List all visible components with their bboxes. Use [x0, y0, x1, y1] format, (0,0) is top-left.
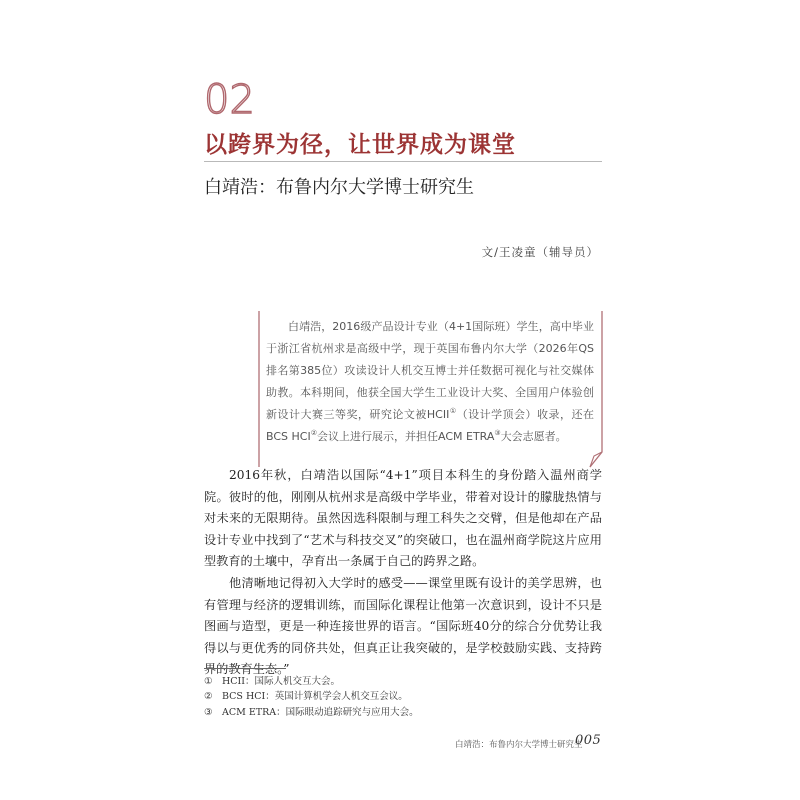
- intro-text-part3: 会议上进行展示，并担任ACM ETRA: [317, 430, 495, 443]
- title-divider: [204, 161, 602, 162]
- footnote-text: BCS HCI：英国计算机学会人机交互会议。: [222, 691, 408, 703]
- intro-text-part2: （设计学顶会）收录，还在BCS HCI: [266, 408, 594, 443]
- body-paragraph: 2016年秋，白靖浩以国际“4+1”项目本科生的身份踏入温州商学院。彼时的他，刚刚从杭州求是高级中学毕业，带着对设计的朦胧热情与对未来的无限期待。虽然因选科限制与理工科失之交臂，但是他却在产品设计专业中找到了“艺术与科技交叉”的突破口，也在温州商学院这片应用型教育的土壤中，孕育出一条属于自己的跨界之路。: [204, 468, 602, 569]
- footnote-text: ACM ETRA：国际眼动追踪研究与应用大会。: [222, 706, 419, 718]
- footnote-item: [204, 689, 419, 704]
- chapter-number: 02: [204, 77, 255, 123]
- footnote-divider: [204, 668, 286, 669]
- footnote-mark: ③: [204, 706, 213, 718]
- footnote-item: [204, 705, 419, 720]
- footnote-mark: ②: [204, 691, 213, 703]
- footnote-text: HCII：国际人机交互大会。: [222, 676, 341, 687]
- body-text: [204, 465, 602, 681]
- footnote-mark: ①: [204, 676, 213, 687]
- intro-text-part1: 白靖浩，2016级产品设计专业（4+1国际班）学生，高中毕业于浙江省杭州求是高级中学，现于英国布鲁内尔大学（2026年QS排名第385位）攻读设计人机交互博士并任数据可视化与社交媒体助教。本科期间，他获全国大学生工业设计大奖、全国用户体验创新设计大赛三等奖，研究论文被HCII: [266, 320, 594, 421]
- footnote-ref-1: ①: [449, 407, 457, 415]
- running-footer: 白靖浩：布鲁内尔大学博士研究生: [455, 740, 583, 750]
- intro-summary: [266, 316, 594, 448]
- page-number: 005: [575, 733, 602, 748]
- intro-text-part4: 大会志愿者。: [500, 430, 567, 443]
- chapter-subtitle: 白靖浩：布鲁内尔大学博士研究生: [204, 177, 474, 198]
- footnote-ref-3: ③: [494, 429, 501, 437]
- footnotes: [204, 674, 419, 720]
- chapter-title: 以跨界为径，让世界成为课堂: [204, 131, 516, 158]
- footnote-item: [204, 674, 419, 689]
- body-paragraph: 他清晰地记得初入大学时的感受——课堂里既有设计的美学思辨，也有管理与经济的逻辑训练，而国际化课程让他第一次意识到，设计不只是图画与造型，更是一种连接世界的语言。“国际班40分的综合分优势让我得以与更优秀的同侪共处，但真正让我突破的，是学校鼓励实践、支持跨界的教育生态。”: [204, 575, 602, 677]
- byline: 文/王凌童（辅导员）: [481, 245, 599, 259]
- intro-box: [258, 310, 604, 469]
- footnote-ref-2: ②: [310, 429, 317, 437]
